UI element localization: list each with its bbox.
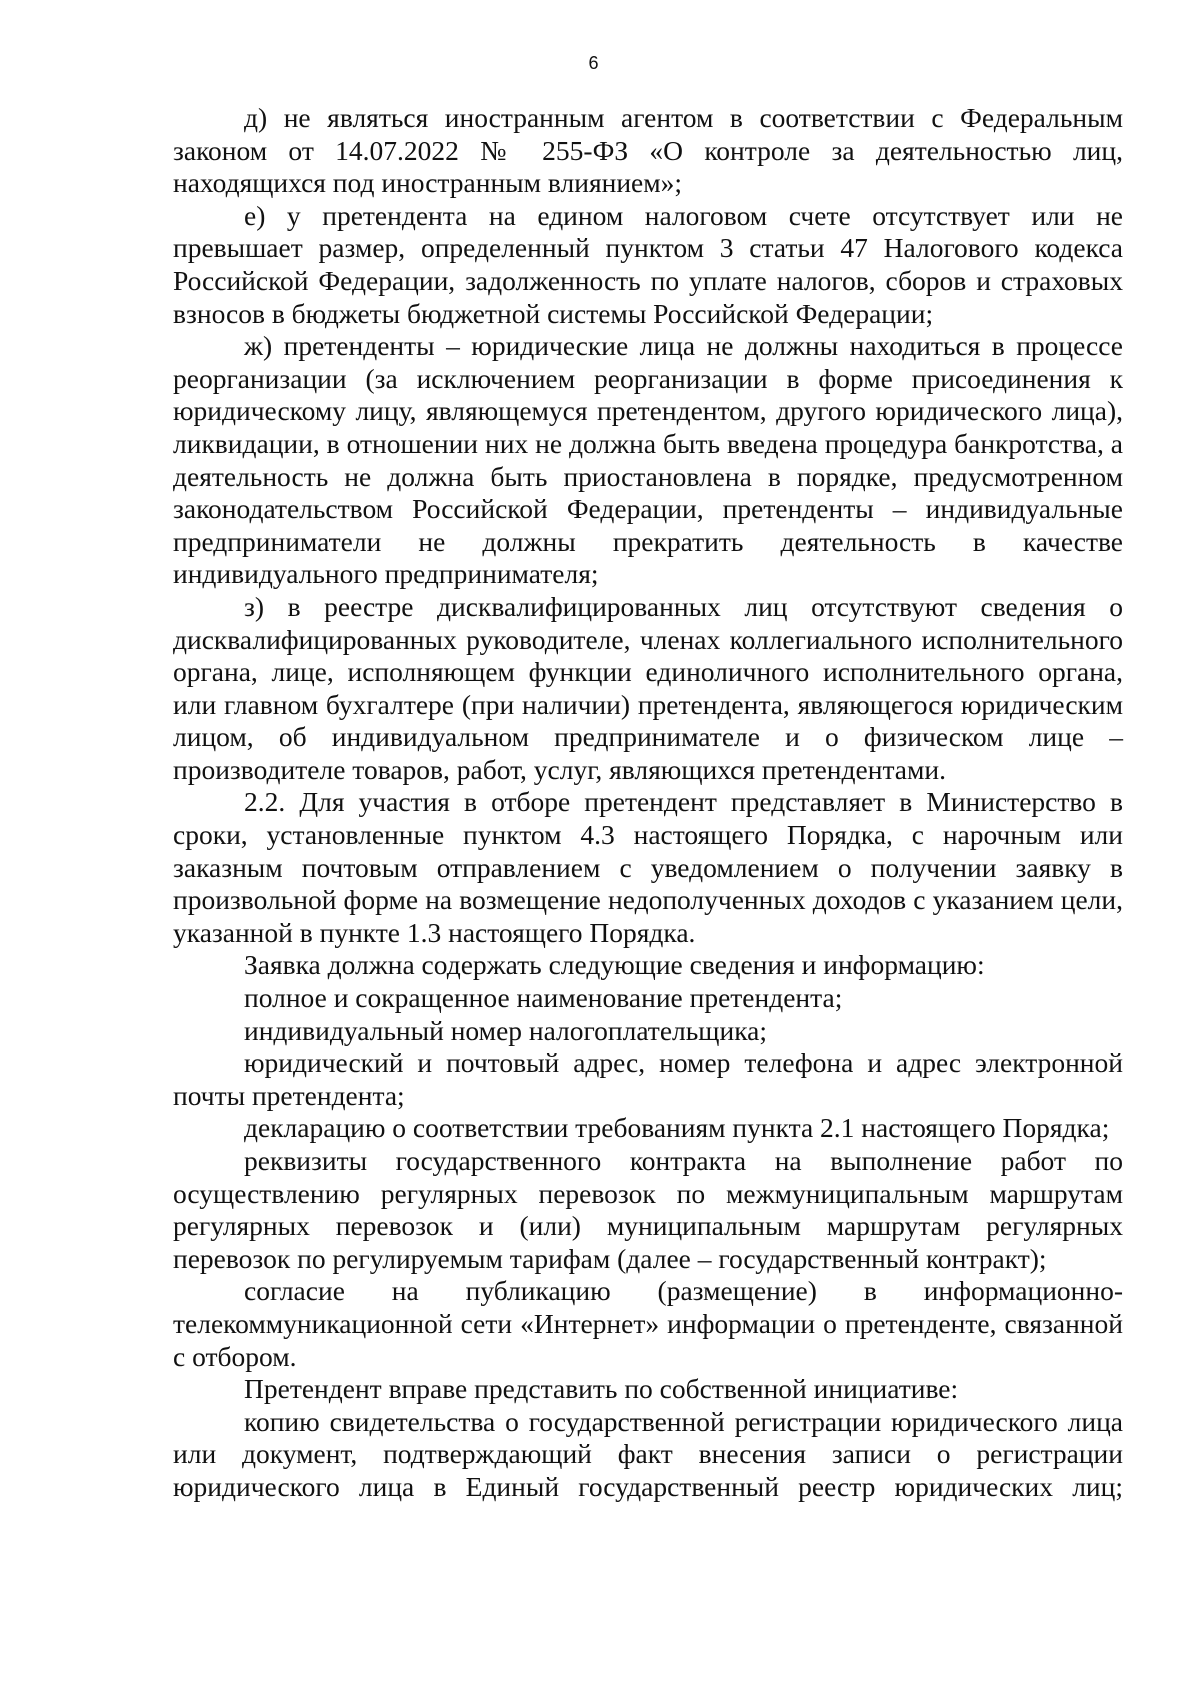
paragraph-z-disqualified-registry: з) в реестре дисквалифицированных лиц отсутствуют сведения о дисквалифицированных руководителе, членах коллегиального исполнительного органа, лице, исполняющем функции единоличного исполнительного органа, или главном бухгалтере (при наличии) претендента, являющегося юридическим лицом, об индивидуальном предпринимателе и о физическом лице – производителе товаров, работ, услуг, являющихся претендентами. (173, 590, 1123, 785)
list-item-contract-details: реквизиты государственного контракта на выполнение работ по осуществлению регулярных перевозок по межмуниципальным маршрутам регулярных перевозок и (или) муниципальным маршрутам регулярных перевозок по регулируемым тарифам (далее – государственный контракт); (173, 1145, 1123, 1274)
list-item-address-contacts: юридический и почтовый адрес, номер телефона и адрес электронной почты претендента; (173, 1047, 1123, 1111)
list-item-declaration: декларацию о соответствии требованиям пункта 2.1 настоящего Порядка; (244, 1112, 1110, 1144)
list-item-publication-consent: согласие на публикацию (размещение) в информационно-телекоммуникационной сети «Интернет» информации о претенденте, связанной с отбором. (173, 1275, 1123, 1372)
paragraph-application-contents: Заявка должна содержать следующие сведения и информацию: (244, 949, 985, 981)
list-item-registration-certificate: копию свидетельства о государственной регистрации юридического лица или документ, подтверждающий факт внесения записи о регистрации юридического лица в Единый государственный реестр юридических лиц; (173, 1405, 1123, 1502)
list-item-tax-id: индивидуальный номер налогоплательщика; (244, 1014, 767, 1046)
paragraph-e-tax-debt: е) у претендента на едином налоговом счете отсутствует или не превышает размер, определенный пунктом 3 статьи 47 Налогового кодекса Российской Федерации, задолженность по уплате налогов, сборов и страховых взносов в бюджеты бюджетной системы Российской Федерации; (173, 199, 1123, 329)
document-body (173, 102, 1123, 1504)
paragraph-optional-documents: Претендент вправе представить по собственной инициативе: (244, 1373, 959, 1405)
page-number: 6 (588, 53, 599, 73)
list-item-full-name: полное и сокращенное наименование претендента; (244, 982, 843, 1014)
paragraph-d-foreign-agent: д) не являться иностранным агентом в соответствии с Федеральным законом от 14.07.2022 № 255-ФЗ «О контроле за деятельностью лиц, находящихся под иностранным влиянием»; (173, 102, 1123, 199)
paragraph-2-2-application: 2.2. Для участия в отборе претендент представляет в Министерство в сроки, установленные пунктом 4.3 настоящего Порядка, с нарочным или заказным почтовым отправлением с уведомлением о получении заявку в произвольной форме на возмещение недополученных доходов с указанием цели, указанной в пункте 1.3 настоящего Порядка. (173, 786, 1123, 948)
paragraph-zh-reorganization: ж) претенденты – юридические лица не должны находиться в процессе реорганизации (за исключением реорганизации в форме присоединения к юридическому лицу, являющемуся претендентом, другого юридического лица), ликвидации, в отношении них не должна быть введена процедура банкротства, а деятельность не должна быть приостановлена в порядке, предусмотренном законодательством Российской Федерации, претенденты – индивидуальные предприниматели не должны прекратить деятельность в качестве индивидуального предпринимателя; (173, 330, 1123, 590)
